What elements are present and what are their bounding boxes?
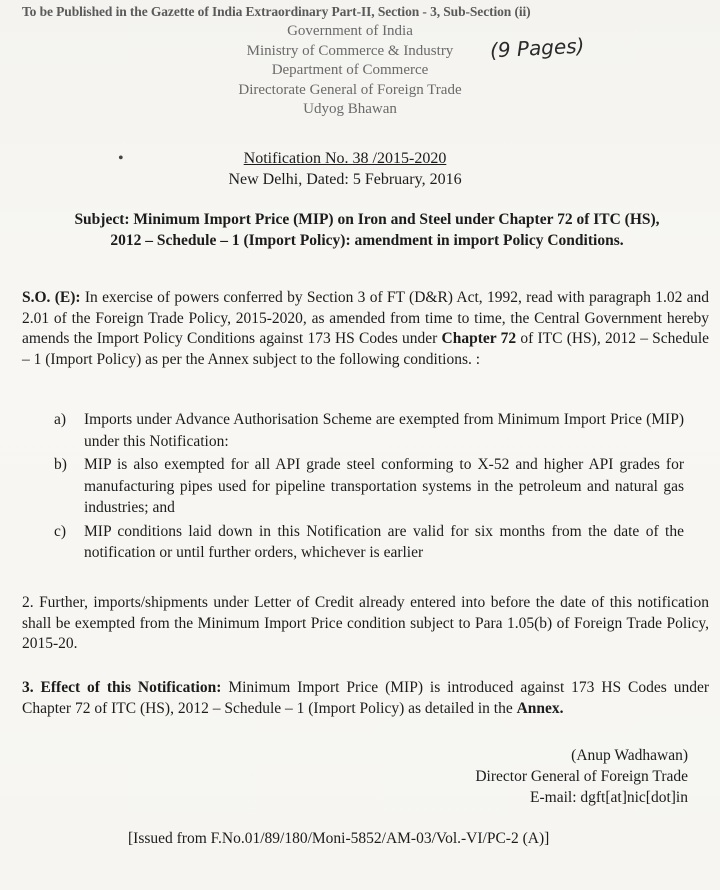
condition-marker: a) <box>54 411 67 428</box>
para3-text: Minimum Import Price (MIP) is introduced against 173 HS Codes under Chapter 72 of ITC (HS), 2012 – Schedule – 1 (Import Policy) as detailed in the <box>22 679 710 717</box>
paragraph-3 <box>22 678 709 719</box>
notification-heading <box>150 148 540 190</box>
gazette-publication-line: To be Published in the Gazette of India Extraordinary Part-II, Section - 3, Sub-Section (ii) <box>22 4 531 19</box>
so-text-a: In exercise of powers conferred by Section 3 of FT (D&R) Act, 1992, read with paragraph 1.02 and 2.01 of the Foreign Trade Policy, 2015-2020, as amended from time to time, the Central Government hereby amends the Import Policy Conditions against 173 HS Codes under <box>22 289 710 347</box>
condition-text: MIP conditions laid down in this Notification are valid for six months from the date of the notification or until further orders, whichever is earlier <box>84 522 684 561</box>
signatory-email: E-mail: dgft[at]nic[dot]in <box>530 789 688 806</box>
condition-item <box>54 409 684 452</box>
directorate-line: Directorate General of Foreign Trade <box>238 81 462 98</box>
so-paragraph <box>22 288 709 370</box>
subject-line-1: Subject: Minimum Import Price (MIP) on Iron and Steel under Chapter 72 of ITC (HS), <box>74 211 660 228</box>
para3-lead: 3. Effect of this Notification: <box>22 679 222 696</box>
condition-text: MIP is also exempted for all API grade steel conforming to X-52 and higher API grades for manufacturing pipes used for pipeline transportation systems in the petroleum and natural gas industries; and <box>84 456 684 516</box>
paragraph-2: 2. Further, imports/shipments under Letter of Credit already entered into before the date of this notification shall be exempted from the Minimum Import Price condition subject to Para 1.05(b) of Foreign Trade Policy, 2015-20. <box>22 594 709 652</box>
condition-item <box>54 454 684 519</box>
condition-marker: b) <box>54 456 67 473</box>
so-chapter-bold: Chapter 72 <box>441 330 517 347</box>
notification-date: New Delhi, Dated: 5 February, 2016 <box>228 171 462 188</box>
conditions-list <box>54 409 684 566</box>
condition-marker: c) <box>54 522 67 540</box>
government-address-block <box>200 22 500 120</box>
condition-item <box>54 521 684 564</box>
handwritten-page-count-note: (9 Pages) <box>489 33 586 63</box>
so-text-b: of ITC (HS), 2012 – Schedule – 1 (Import Policy) as per the Annex subject to the following conditions. : <box>22 330 710 368</box>
so-lead: S.O. (E): <box>22 289 81 306</box>
ministry-line: Ministry of Commerce & Industry <box>246 42 454 59</box>
signatory-name: (Anup Wadhawan) <box>571 747 688 764</box>
bullet-dot: • <box>118 150 124 167</box>
para3-annex-bold: Annex. <box>516 699 564 717</box>
building-line: Udyog Bhawan <box>303 101 397 117</box>
signature-block <box>475 745 688 808</box>
subject-heading <box>22 209 712 251</box>
notification-number: Notification No. 38 /2015-2020 <box>243 150 447 167</box>
department-line: Department of Commerce <box>271 62 429 78</box>
signatory-designation: Director General of Foreign Trade <box>475 768 688 785</box>
subject-line-2: 2012 – Schedule – 1 (Import Policy): amendment in import Policy Conditions. <box>110 232 624 249</box>
issued-from-reference: [Issued from F.No.01/89/180/Moni-5852/AM-03/Vol.-VI/PC-2 (A)] <box>128 830 550 847</box>
condition-text: Imports under Advance Authorisation Scheme are exempted from Minimum Import Price (MIP) under this Notification: <box>84 411 684 450</box>
government-line: Government of India <box>287 23 413 39</box>
